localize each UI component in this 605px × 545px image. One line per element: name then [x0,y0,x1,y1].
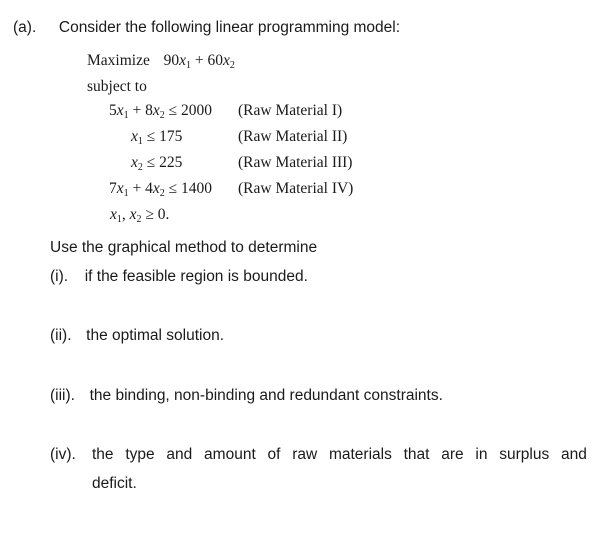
objective-function [87,52,235,70]
constraint-4-label: (Raw Material IV) [238,180,354,197]
question-i-text: if the feasible region is bounded. [84,268,308,285]
constraint-1-label: (Raw Material I) [238,102,343,119]
constraint-4-expression: $7x_1 + 4x_2 \le 1400$ [108,180,212,199]
question-ii [50,327,224,345]
constraint-2-label: (Raw Material II) [238,128,348,145]
constraint-3-label: (Raw Material III) [238,154,353,171]
question-iv-number: (iv). [50,446,76,463]
constraint-2-expression: $x_1 \le 175$ [131,128,183,147]
question-iii-number: (iii). [50,387,75,404]
objective-coef-1: 90 [163,52,180,69]
objective-coef-2: 60 [207,52,223,69]
objective-op: + [194,52,204,69]
question-ii-number: (ii). [50,327,72,344]
question-iii [50,387,443,405]
question-i-number: (i). [50,268,69,285]
objective-var-2: x [222,52,230,69]
question-header [13,19,400,37]
instruction-text: Use the graphical method to determine [50,239,318,256]
objective-var-1: x [179,52,186,69]
constraint-1-expression: $5x_1 + 8x_2 \le 2000$ [108,102,212,121]
intro-text: Consider the following linear programming model: [58,19,401,36]
question-i [50,268,308,286]
objective-sub-2: 2 [229,60,235,71]
question-iii-text: the binding, non-binding and redundant constraints. [89,387,443,404]
part-label: (a). [13,19,37,36]
question-ii-text: the optimal solution. [86,327,225,344]
question-iv-text-line1: the type and amount of raw materials that are in surplus and [92,446,587,463]
nonnegativity-constraint: $x_1$, $x_2 \ge 0$. [110,206,170,225]
subject-to-label: subject to [87,78,147,95]
objective-keyword: Maximize [87,52,150,69]
constraint-3-expression: $x_2 \le 225$ [131,154,183,173]
question-iv-text-line2: deficit. [92,475,137,492]
objective-sub-1: 1 [185,60,191,71]
